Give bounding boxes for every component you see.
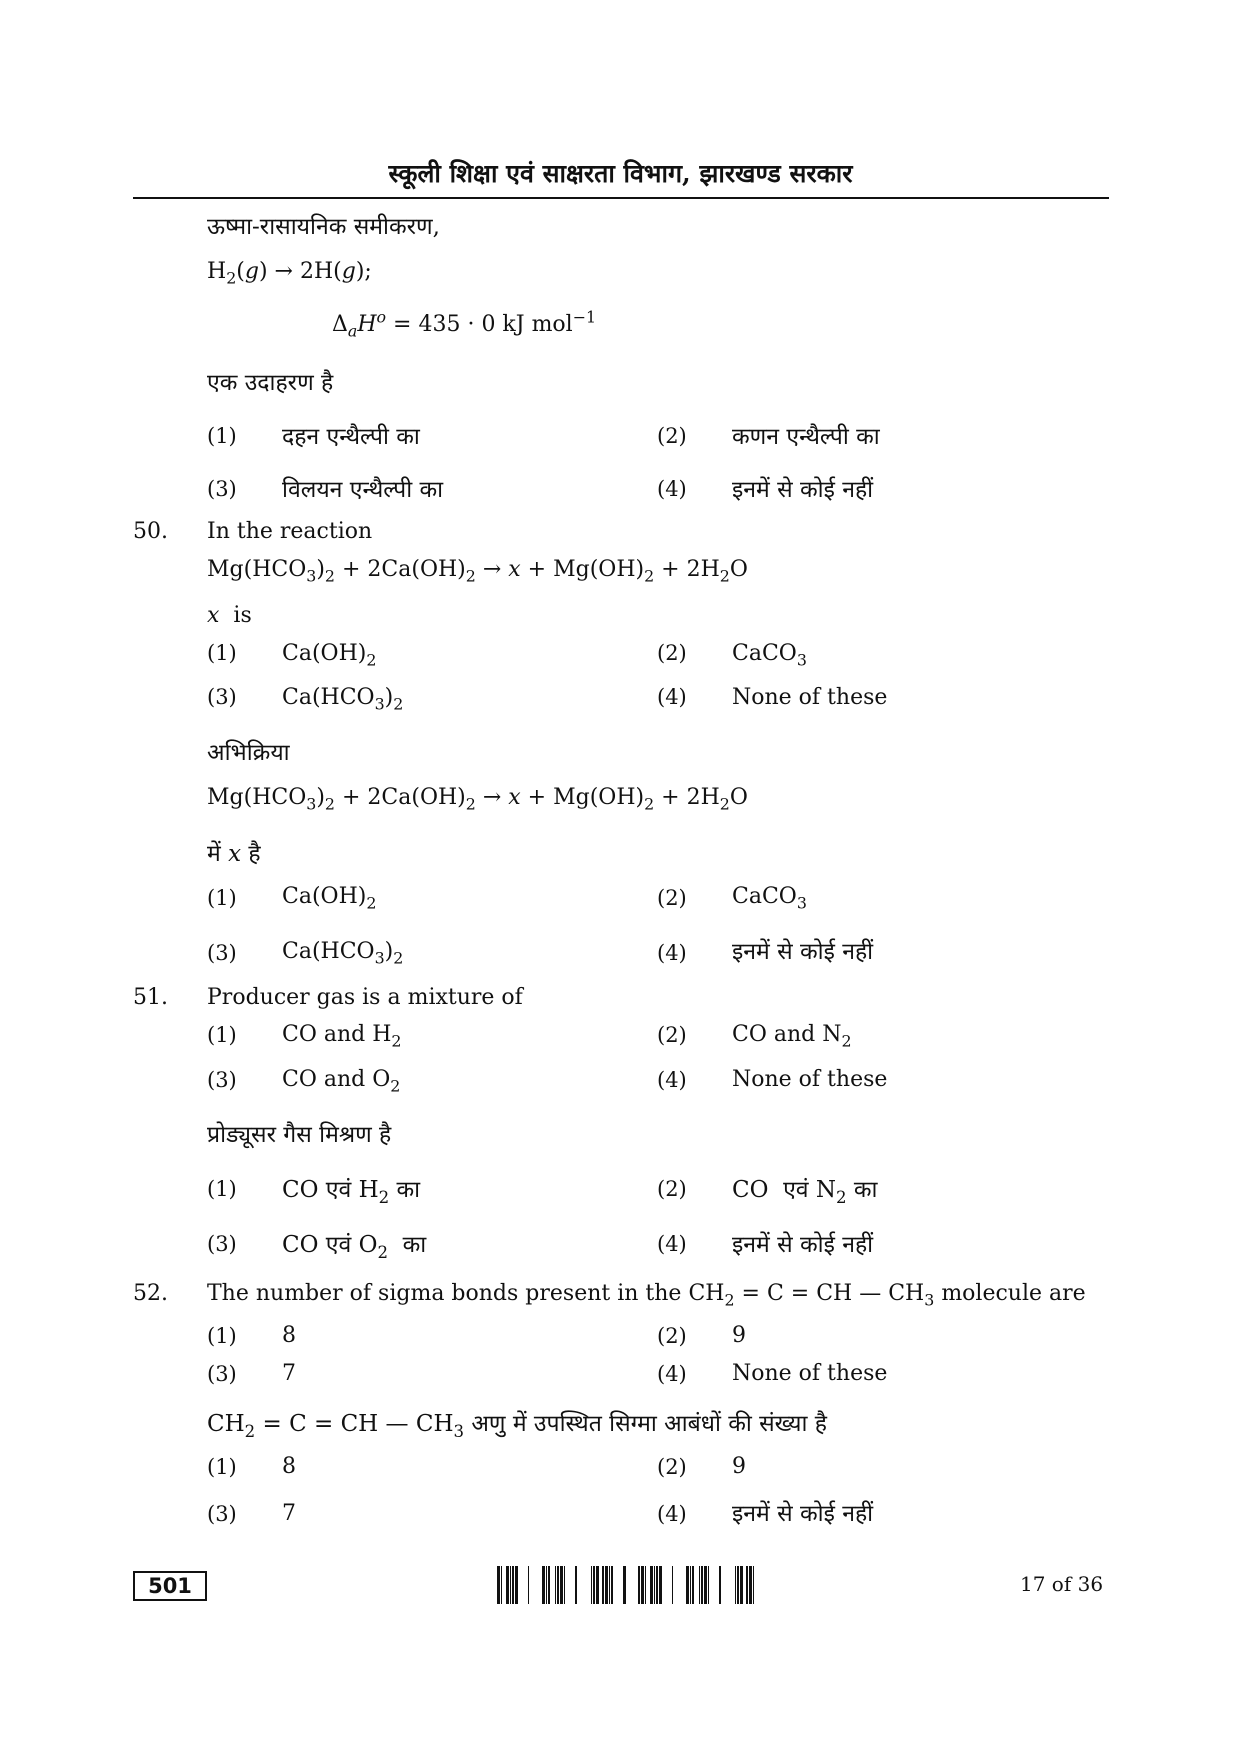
- header-rule: [133, 197, 1109, 199]
- option-label: (3): [207, 941, 237, 965]
- q51-hi-option-1: CO एवं $H_2$ का: [282, 1177, 421, 1207]
- q50-en-option-2: CaCO$_3$: [732, 641, 807, 670]
- q50-en-option-3: $Ca(HCO_3)_2$: [282, 685, 404, 714]
- q52-number: 52.: [133, 1281, 168, 1306]
- q52-hi-option-1: 8: [282, 1454, 296, 1479]
- q50-en-reaction: $Mg(HCO_3)_2 + 2Ca(OH)_2 \to x + Mg(OH)_2 + 2H_2O$: [207, 557, 748, 586]
- option-label: (2): [657, 424, 687, 448]
- q50-hi-option-4: इनमें से कोई नहीं: [732, 939, 874, 965]
- q50-en-stem2: x is: [207, 603, 252, 628]
- q50-hi-option-3: $Ca(HCO_3)_2$: [282, 939, 404, 968]
- option-label: (3): [207, 1232, 237, 1256]
- option-label: (3): [207, 1502, 237, 1526]
- option-label: (4): [657, 1502, 687, 1526]
- q49-reaction: $H_2(g) \to 2H(g)$;: [207, 259, 372, 288]
- page-number: 17 of 36: [1020, 1572, 1104, 1596]
- barcode-icon: [497, 1566, 754, 1604]
- option-label: (4): [657, 685, 687, 709]
- q52-hi-option-4: इनमें से कोई नहीं: [732, 1501, 874, 1527]
- option-label: (3): [207, 1068, 237, 1092]
- q49-option-4: इनमें से कोई नहीं: [732, 477, 874, 503]
- q49-hi-line3: एक उदाहरण है: [207, 370, 334, 396]
- q49-option-2: कणन एन्थैल्पी का: [732, 424, 880, 450]
- q51-en-option-2: CO and $N_2$: [732, 1022, 852, 1051]
- option-label: (2): [657, 641, 687, 665]
- q51-number: 51.: [133, 985, 168, 1010]
- q51-en-stem: Producer gas is a mixture of: [207, 985, 523, 1010]
- q51-hi-option-2: CO एवं $N_2$ का: [732, 1177, 878, 1207]
- q49-option-1: दहन एन्थैल्पी का: [282, 424, 420, 450]
- q52-en-option-3: 7: [282, 1361, 296, 1386]
- option-label: (1): [207, 641, 237, 665]
- q49-option-3: विलयन एन्थैल्पी का: [282, 477, 444, 503]
- option-label: (3): [207, 477, 237, 501]
- option-label: (4): [657, 941, 687, 965]
- q50-number: 50.: [133, 519, 168, 544]
- q50-en-option-4: None of these: [732, 685, 888, 710]
- option-label: (4): [657, 1232, 687, 1256]
- option-label: (4): [657, 1362, 687, 1386]
- q52-hi-stem: $CH_2 = C$ = CH — $CH_3$ अणु में उपस्थित सिग्मा आबंधों की संख्या है: [207, 1411, 827, 1441]
- q51-hi-stem: प्रोड्यूसर गैस मिश्रण है: [207, 1122, 392, 1148]
- q52-hi-option-2: 9: [732, 1454, 746, 1479]
- q52-en-option-4: None of these: [732, 1361, 888, 1386]
- option-label: (2): [657, 1023, 687, 1047]
- q49-hi-line1: ऊष्मा-रासायनिक समीकरण,: [207, 214, 440, 240]
- q51-hi-option-3: CO एवं $O_2$ का: [282, 1232, 427, 1262]
- option-label: (4): [657, 477, 687, 501]
- booklet-code: 501: [133, 1571, 207, 1601]
- q50-en-option-1: $Ca(OH)_2$: [282, 641, 377, 670]
- option-label: (2): [657, 886, 687, 910]
- q50-hi-stem2: में x है: [207, 841, 261, 867]
- option-label: (4): [657, 1068, 687, 1092]
- q52-en-stem: The number of sigma bonds present in the $CH_2 = C$ = CH — $CH_3$ molecule are: [207, 1281, 1086, 1310]
- option-label: (1): [207, 1455, 237, 1479]
- option-label: (1): [207, 1023, 237, 1047]
- option-label: (1): [207, 886, 237, 910]
- q51-en-option-4: None of these: [732, 1067, 888, 1092]
- q51-hi-option-4: इनमें से कोई नहीं: [732, 1232, 874, 1258]
- q50-hi-option-2: CaCO$_3$: [732, 884, 807, 913]
- q52-hi-option-3: 7: [282, 1501, 296, 1526]
- q50-hi-stem: अभिक्रिया: [207, 740, 290, 766]
- q50-hi-option-1: $Ca(OH)_2$: [282, 884, 377, 913]
- q51-en-option-3: CO and $O_2$: [282, 1067, 401, 1096]
- option-label: (2): [657, 1455, 687, 1479]
- page-header-title: स्कूली शिक्षा एवं साक्षरता विभाग, झारखण्ड सरकार: [388, 159, 853, 188]
- q50-en-stem: In the reaction: [207, 519, 373, 544]
- option-label: (3): [207, 1362, 237, 1386]
- option-label: (2): [657, 1177, 687, 1201]
- q52-en-option-2: 9: [732, 1323, 746, 1348]
- option-label: (1): [207, 424, 237, 448]
- option-label: (1): [207, 1177, 237, 1201]
- q50-hi-reaction: $Mg(HCO_3)_2 + 2Ca(OH)_2 \to x + Mg(OH)_2 + 2H_2O$: [207, 785, 748, 814]
- q51-en-option-1: CO and $H_2$: [282, 1022, 402, 1051]
- q52-en-option-1: 8: [282, 1323, 296, 1348]
- option-label: (1): [207, 1324, 237, 1348]
- q49-enthalpy: $\Delta_aH^o = 435 \cdot 0$ kJ mol$^{-1}$: [332, 307, 597, 341]
- option-label: (3): [207, 685, 237, 709]
- option-label: (2): [657, 1324, 687, 1348]
